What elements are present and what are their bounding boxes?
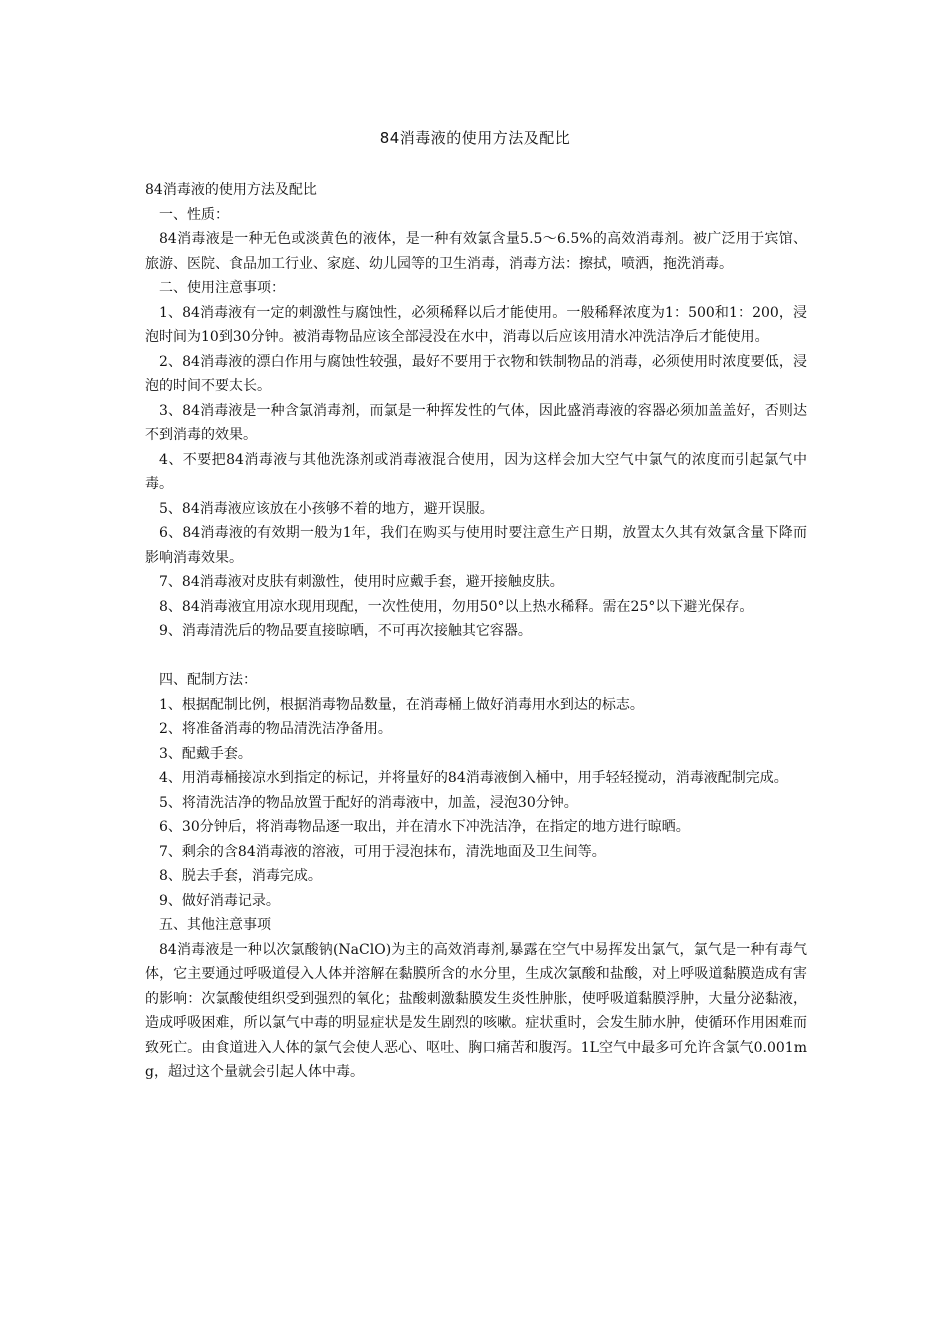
preparation-step: 1、根据配制比例，根据消毒物品数量，在消毒桶上做好消毒用水到达的标志。 xyxy=(159,696,644,713)
preparation-step: 2、将准备消毒的物品清洗洁净备用。 xyxy=(159,721,392,737)
document-body xyxy=(145,178,807,1085)
usage-note-item: 8、84消毒液宜用凉水现用现配，一次性使用，勿用50°以上热水稀释。需在25°以下避光保存。 xyxy=(159,598,754,615)
usage-note-item: 1、84消毒液有一定的刺激性与腐蚀性，必须稀释以后才能使用。一般稀释浓度为1：500和1：200，浸泡时间为10到30分钟。被消毒物品应该全部浸没在水中，消毒以后应该用清水冲洗洁净后才能使用。 xyxy=(145,304,807,345)
paragraph-other-notes: 84消毒液是一种以次氯酸钠(NaClO)为主的高效消毒剂,暴露在空气中易挥发出氯气，氯气是一种有毒气体，它主要通过呼吸道侵入人体并溶解在黏膜所含的水分里，生成次氯酸和盐酸，对上呼吸道黏膜造成有害的影响：次氯酸使组织受到强烈的氧化；盐酸刺激黏膜发生炎性肿胀，使呼吸道黏膜浮肿，大量分泌黏液，造成呼吸困难，所以氯气中毒的明显症状是发生剧烈的咳嗽。症状重时，会发生肺水肿，使循环作用困难而致死亡。由食道进入人体的氯气会使人恶心、呕吐、胸口痛苦和腹泻。1L空气中最多可允许含氯气0.001mg，超过这个量就会引起人体中毒。 xyxy=(145,941,807,1080)
section-heading-other-notes: 五、其他注意事项 xyxy=(159,917,271,933)
document-subtitle: 84消毒液的使用方法及配比 xyxy=(145,182,317,198)
preparation-step: 3、配戴手套。 xyxy=(159,745,252,762)
preparation-step: 8、脱去手套，消毒完成。 xyxy=(159,868,322,884)
preparation-step: 4、用消毒桶接凉水到指定的标记，并将量好的84消毒液倒入桶中，用手轻轻搅动，消毒液配制完成。 xyxy=(159,770,788,786)
usage-note-item: 7、84消毒液对皮肤有刺激性，使用时应戴手套，避开接触皮肤。 xyxy=(159,574,564,590)
paragraph-properties: 84消毒液是一种无色或淡黄色的液体，是一种有效氯含量5.5～6.5%的高效消毒剂。被广泛用于宾馆、旅游、医院、食品加工行业、家庭、幼儿园等的卫生消毒，消毒方法：擦拭，喷洒，拖洗消毒。 xyxy=(145,231,807,272)
preparation-step: 5、将清洗洁净的物品放置于配好的消毒液中，加盖，浸泡30分钟。 xyxy=(159,794,578,811)
section-heading-usage-notes: 二、使用注意事项： xyxy=(159,280,285,296)
usage-note-item: 5、84消毒液应该放在小孩够不着的地方，避开误服。 xyxy=(159,500,494,517)
blank-line xyxy=(145,644,807,669)
document-title: 84消毒液的使用方法及配比 xyxy=(379,129,571,147)
usage-note-item: 3、84消毒液是一种含氯消毒剂，而氯是一种挥发性的气体，因此盛消毒液的容器必须加盖盖好，否则达不到消毒的效果。 xyxy=(145,402,807,443)
usage-note-item: 2、84消毒液的漂白作用与腐蚀性较强，最好不要用于衣物和铁制物品的消毒，必须使用时浓度要低，浸泡的时间不要太长。 xyxy=(145,353,807,394)
preparation-step: 7、剩余的含84消毒液的溶液，可用于浸泡抹布，清洗地面及卫生间等。 xyxy=(159,843,606,860)
preparation-step: 6、30分钟后，将消毒物品逐一取出，并在清水下冲洗洁净，在指定的地方进行晾晒。 xyxy=(159,819,690,835)
usage-note-item: 9、消毒清洗后的物品要直接晾晒，不可再次接触其它容器。 xyxy=(159,623,532,639)
section-heading-properties: 一、性质： xyxy=(159,206,229,223)
preparation-step: 9、做好消毒记录。 xyxy=(159,892,280,909)
usage-note-item: 4、不要把84消毒液与其他洗涤剂或消毒液混合使用，因为这样会加大空气中氯气的浓度而引起氯气中毒。 xyxy=(145,451,807,492)
usage-note-item: 6、84消毒液的有效期一般为1年，我们在购买与使用时要注意生产日期，放置太久其有效氯含量下降而影响消毒效果。 xyxy=(145,525,807,566)
section-heading-preparation: 四、配制方法： xyxy=(159,672,257,688)
